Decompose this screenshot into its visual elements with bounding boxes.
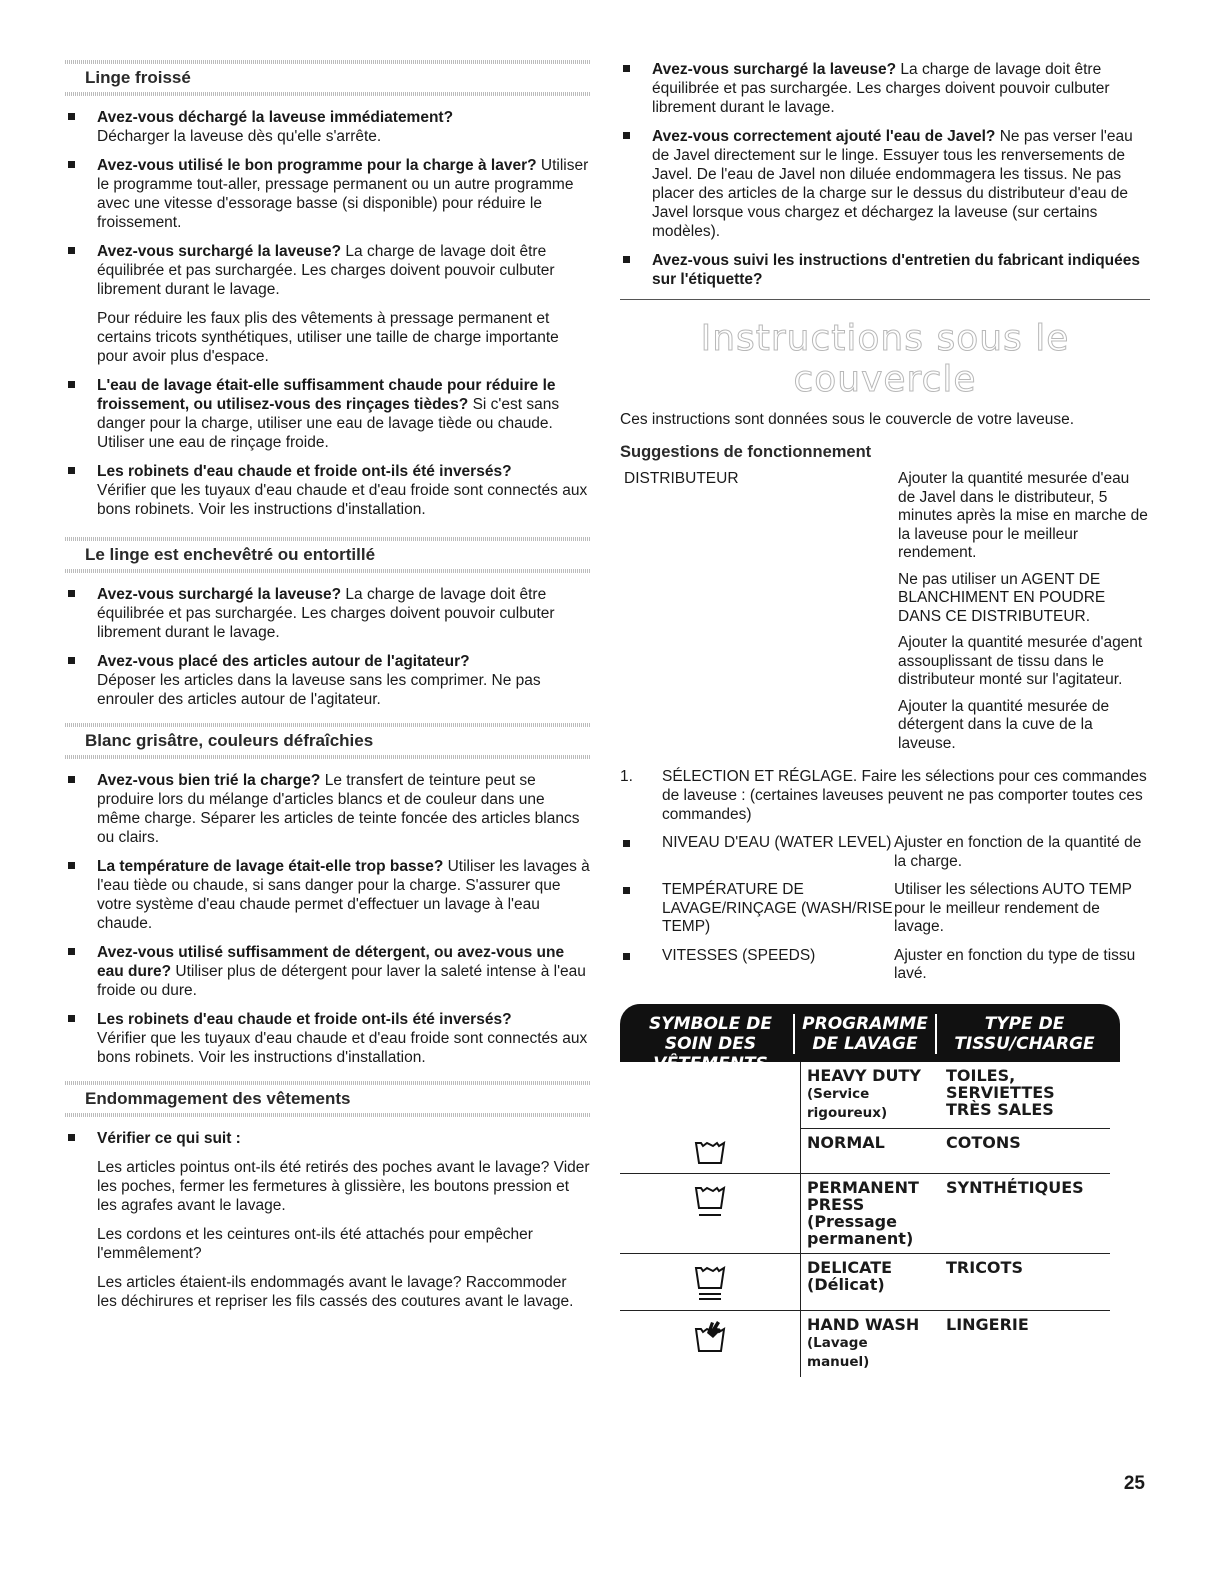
program-subtitle: (Service rigoureux) <box>807 1085 888 1121</box>
program-cell <box>800 1129 940 1174</box>
fabric-cell: SYNTHÉTIQUES <box>940 1174 1110 1254</box>
program-name: HEAVY DUTY <box>807 1065 921 1085</box>
list-item <box>65 943 590 1000</box>
symbol-cell <box>620 1254 800 1311</box>
sub-heading: Suggestions de fonctionnement <box>620 443 872 461</box>
question-text: Avez-vous suivi les instructions d'entretien du fabricant indiquées sur l'étiquette? <box>652 252 1141 288</box>
control-desc: Utiliser les sélections AUTO TEMP pour le meilleur rendement de lavage. <box>894 881 1132 935</box>
section-title: Le linge est enchevêtré ou entortillé <box>85 545 376 564</box>
answer-text: Ne pas verser l'eau de Javel directement sur le linge. Essuyer tous les renversements de Javel. De l'eau de Javel non diluée endommagera les tissus. Ne pas placer des articles de la charge sur le dessus du distributeur d'eau de Javel lorsque vous chargez et déchargez la laveuse (sur certains modèles). <box>652 128 1133 240</box>
dispenser-label: DISTRIBUTEUR <box>624 470 739 487</box>
fabric-cell: TOILES, SERVIETTES TRÈS SALES <box>940 1062 1110 1129</box>
control-label: TEMPÉRATURE DE LAVAGE/RINÇAGE (WASH/RISE TEMP) <box>662 881 893 935</box>
dispenser-block <box>620 470 1150 761</box>
list-item <box>65 1129 590 1148</box>
list-item <box>65 585 590 642</box>
program-cell <box>800 1174 940 1254</box>
answer-text: Vérifier que les tuyaux d'eau chaude et d'eau froide sont connectés aux bons robinets. Voir les instructions d'installation. <box>97 1030 588 1066</box>
bullet-icon <box>68 113 75 120</box>
right-column <box>620 60 1150 1377</box>
bullet-icon <box>68 467 75 474</box>
care-table-body <box>620 1062 1120 1377</box>
bullet-icon <box>68 776 75 783</box>
care-table-header <box>620 1004 1120 1074</box>
paragraph: Les cordons et les ceintures ont-ils été attachés pour empêcher l'emmêlement? <box>97 1226 533 1262</box>
program-subtitle: (Délicat) <box>807 1274 885 1294</box>
bullet-icon <box>68 590 75 597</box>
answer-text: La charge de lavage doit être équilibrée et pas surchargée. Les charges doivent pouvoir culbuter librement durant le lavage. <box>652 61 1110 116</box>
washtub-hand-wash-icon <box>693 1319 727 1355</box>
program-name: HAND WASH <box>807 1314 920 1334</box>
list-item <box>65 462 590 519</box>
section-heading: Instructions sous le couvercle <box>700 318 1070 400</box>
washtub-delicate-icon <box>693 1262 727 1304</box>
divider <box>620 299 1150 300</box>
step-text: SÉLECTION ET RÉGLAGE. Faire les sélections pour ces commandes de laveuse : (certaines laveuses peuvent ne pas comporter toutes ces commandes) <box>662 768 1147 823</box>
question-text: Avez-vous bien trié la charge? <box>97 772 321 789</box>
question-text: Avez-vous surchargé la laveuse? <box>97 586 342 603</box>
question-text: Avez-vous surchargé la laveuse? <box>97 243 342 260</box>
care-symbol-table <box>620 1004 1120 1377</box>
symbol-cell <box>620 1062 800 1129</box>
bullet-icon <box>623 953 630 960</box>
program-subtitle: (Pressage permanent) <box>807 1211 914 1248</box>
list-item <box>65 857 590 933</box>
instruction-text: Ajouter la quantité mesurée d'agent assouplissant de tissu dans le distributeur monté sur l'agitateur. <box>898 634 1143 688</box>
list-item <box>620 251 1150 289</box>
fabric-cell: COTONS <box>940 1129 1110 1174</box>
page-number: 25 <box>1123 1473 1145 1494</box>
symbol-cell <box>620 1174 800 1254</box>
bullet-icon <box>68 161 75 168</box>
bullet-icon <box>623 887 630 894</box>
instruction-text: Ajouter la quantité mesurée de détergent dans la cuve de la laveuse. <box>898 697 1110 752</box>
bullet-icon <box>68 1015 75 1022</box>
question-text: Les robinets d'eau chaude et froide ont-ils été inversés? <box>97 463 512 480</box>
program-cell <box>800 1311 940 1377</box>
fabric-cell: LINGERIE <box>946 1314 1029 1334</box>
numbered-step <box>620 767 1150 824</box>
answer-text: Si c'est sans danger pour la charge, utiliser une eau de lavage tiède ou chaude. Utiliser une eau de rinçage froide. <box>97 396 560 451</box>
program-subtitle: (Lavage manuel) <box>807 1334 870 1370</box>
section-header <box>65 723 590 759</box>
section-title: Endommagement des vêtements <box>85 1089 351 1108</box>
list-item <box>620 60 1150 117</box>
program-name: DELICATE <box>807 1257 893 1277</box>
bullet-icon <box>623 840 630 847</box>
control-label: VITESSES (SPEEDS) <box>662 946 816 964</box>
control-row <box>620 834 1150 871</box>
control-label: NIVEAU D'EAU (WATER LEVEL) <box>662 834 892 851</box>
list-item <box>65 652 590 709</box>
bullet-icon <box>68 381 75 388</box>
section-header <box>65 537 590 573</box>
answer-text: Décharger la laveuse dès qu'elle s'arrête. <box>97 128 382 145</box>
washtub-permanent-press-icon <box>693 1182 727 1222</box>
header-program: PROGRAMME DE LAVAGE <box>793 1014 935 1054</box>
list-item <box>65 771 590 847</box>
program-cell <box>800 1254 940 1311</box>
bullet-icon <box>68 657 75 664</box>
program-cell <box>800 1062 940 1129</box>
bullet-icon <box>68 948 75 955</box>
answer-text: Vérifier que les tuyaux d'eau chaude et d'eau froide sont connectés aux bons robinets. Voir les instructions d'installation. <box>97 482 588 518</box>
answer-text: Utiliser le programme tout-aller, pressage permanent ou un autre programme avec une vitesse d'essorage basse (si disponible) pour réduire le froissement. <box>97 157 589 231</box>
section-header <box>65 60 590 96</box>
question-text: Avez-vous utilisé suffisamment de détergent, ou avez-vous une eau dure? <box>97 944 565 980</box>
question-text: La température de lavage était-elle trop basse? <box>97 858 444 875</box>
bullet-icon <box>68 247 75 254</box>
intro-text: Ces instructions sont données sous le couvercle de votre laveuse. <box>620 411 1075 428</box>
question-text: Avez-vous déchargé la laveuse immédiatement? <box>97 109 454 126</box>
question-text: Avez-vous placé des articles autour de l'agitateur? <box>97 653 470 670</box>
answer-text: Déposer les articles dans la laveuse sans les comprimer. Ne pas enrouler des articles autour de l'agitateur. <box>97 672 541 708</box>
bullet-icon <box>623 256 630 263</box>
paragraph: Les articles pointus ont-ils été retirés des poches avant le lavage? Vider les poches, fermer les fermetures à glissière, les boutons pression et les agrafes avant le lavage. <box>97 1159 590 1214</box>
fabric-cell: TRICOTS <box>940 1254 1110 1311</box>
program-name: NORMAL <box>807 1132 885 1152</box>
question-text: L'eau de lavage était-elle suffisamment chaude pour réduire le froissement, ou utilisez-vous des rinçages tièdes? <box>97 377 556 413</box>
list-item <box>65 376 590 452</box>
paragraph: Pour réduire les faux plis des vêtements à pressage permanent et certains tricots synthétiques, utiliser une taille de charge importante pour avoir plus d'espace. <box>97 310 559 365</box>
instruction-text: Ajouter la quantité mesurée d'eau de Javel dans le distributeur, 5 minutes après la mise en marche de la laveuse pour le meilleur rendement. <box>898 470 1148 561</box>
list-item <box>65 108 590 146</box>
section-header <box>65 1081 590 1117</box>
section-title: Linge froissé <box>85 68 191 87</box>
bullet-icon <box>68 862 75 869</box>
program-name: PERMANENT PRESS <box>807 1177 919 1214</box>
question-text: Avez-vous surchargé la laveuse? <box>652 61 897 78</box>
list-item <box>65 1010 590 1067</box>
dispenser-instructions <box>898 470 1150 761</box>
answer-text: La charge de lavage doit être équilibrée et pas surchargée. Les charges doivent pouvoir culbuter librement durant le lavage. <box>97 586 555 641</box>
answer-text: Utiliser plus de détergent pour laver la saleté intense à l'eau froide ou dure. <box>97 963 586 999</box>
symbol-cell <box>620 1129 800 1174</box>
left-column <box>65 60 590 1321</box>
question-text: Avez-vous correctement ajouté l'eau de Javel? <box>652 128 996 145</box>
list-item <box>65 242 590 299</box>
header-fabric: TYPE DE TISSU/CHARGE <box>935 1014 1112 1054</box>
control-row <box>620 881 1150 937</box>
question-text: Les robinets d'eau chaude et froide ont-ils été inversés? <box>97 1011 512 1028</box>
header-symbol: SYMBOLE DE SOIN DES VÊTEMENTS <box>649 1013 772 1074</box>
answer-text: La charge de lavage doit être équilibrée et pas surchargée. Les charges doivent pouvoir culbuter librement durant le lavage. <box>97 243 555 298</box>
question-text: Avez-vous utilisé le bon programme pour la charge à laver? <box>97 157 537 174</box>
instruction-text: Ne pas utiliser un AGENT DE BLANCHIMENT EN POUDRE DANS CE DISTRIBUTEUR. <box>898 570 1106 625</box>
control-row <box>620 947 1150 984</box>
answer-text: Le transfert de teinture peut se produire lors du mélange d'articles blancs et de couleur dans une même charge. Séparer les articles de teinte foncée des articles blancs ou clairs. <box>97 772 580 846</box>
step-number: 1. <box>620 768 633 785</box>
bullet-icon <box>623 132 630 139</box>
symbol-cell <box>620 1311 800 1377</box>
bullet-icon <box>68 1134 75 1141</box>
control-desc: Ajuster en fonction de la quantité de la charge. <box>894 834 1142 870</box>
bullet-icon <box>623 65 630 72</box>
answer-text: Utiliser les lavages à l'eau tiède ou chaude, si sans danger pour la charge. S'assurer que votre système d'eau chaude permet d'effectuer un lavage à l'eau chaude. <box>97 858 590 932</box>
washtub-icon <box>693 1137 727 1167</box>
section-title: Blanc grisâtre, couleurs défraîchies <box>85 731 374 750</box>
list-item <box>65 156 590 232</box>
question-text: Vérifier ce qui suit : <box>97 1130 241 1147</box>
list-item <box>620 127 1150 241</box>
control-desc: Ajuster en fonction du type de tissu lavé. <box>894 946 1136 982</box>
paragraph: Les articles étaient-ils endommagés avant le lavage? Raccommoder les déchirures et repriser les fils cassés des coutures avant le lavage. <box>97 1274 574 1310</box>
